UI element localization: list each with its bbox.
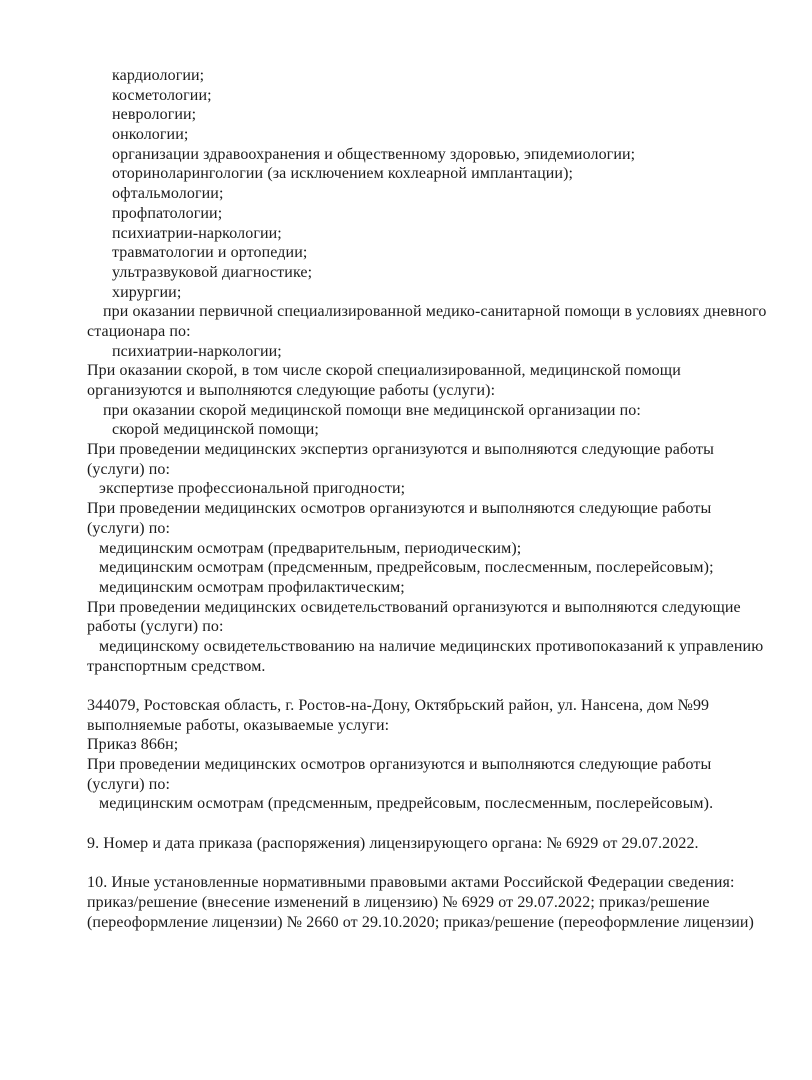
text-line: медицинским осмотрам (предварительным, периодическим); [99,539,522,557]
text-line: стационара по: [87,322,191,340]
text-line: хирургии; [112,283,182,301]
text-line: экспертизе профессиональной пригодности; [99,480,406,498]
text-line: при оказании скорой медицинской помощи вне медицинской организации по: [103,401,641,419]
text-line: офтальмологии; [112,185,224,203]
text-line: При проведении медицинских освидетельствований организуются и выполняются следующие [87,598,741,616]
text-line: 10. Иные установленные нормативными правовыми актами Российской Федерации сведения: [87,874,735,892]
text-line: 344079, Ростовская область, г. Ростов-на-Дону, Октябрьский район, ул. Нансена, дом №99 [87,697,710,714]
text-line: При проведении медицинских осмотров организуются и выполняются следующие работы [87,500,712,518]
text-line: кардиологии; [112,67,205,84]
text-line: работы (услуги) по: [87,618,224,636]
text-line: травматологии и ортопедии; [112,244,308,262]
text-line: организуются и выполняются следующие работы (услуги): [87,382,496,399]
blank-line [87,814,792,834]
text-line: (услуги) по: [87,775,171,793]
text-line: (услуги) по: [87,519,171,537]
text-line: медицинским осмотрам профилактическим; [99,578,405,596]
text-line: профпатологии; [112,204,223,222]
text-line: При проведении медицинских экспертиз организуются и выполняются следующие работы [87,441,714,459]
text-line: 9. Номер и дата приказа (распоряжения) лицензирующего органа: № 6929 от 29.07.2022. [87,834,699,852]
blank-line [87,854,792,874]
text-line: психиатрии-наркологии; [112,224,282,242]
text-line: организации здравоохранения и общественному здоровью, эпидемиологии; [112,145,636,163]
text-line: транспортным средством. [87,657,266,675]
blank-line [87,676,792,696]
text-line: приказ/решение (внесение изменений в лицензию) № 6929 от 29.07.2022; приказ/решение [87,893,710,911]
text-line: оториноларингологии (за исключением кохлеарной имплантации); [112,165,574,183]
text-line: выполняемые работы, оказываемые услуги: [87,716,390,734]
text-line: медицинским осмотрам (предсменным, предрейсовым, послесменным, послерейсовым). [99,795,714,813]
text-line: психиатрии-наркологии; [112,342,282,360]
text-line: скорой медицинской помощи; [112,421,319,439]
text-line: неврологии; [112,106,197,124]
text-line: ультразвуковой диагностике; [112,263,313,281]
text-line: Приказ 866н; [87,736,179,754]
text-line: медицинским осмотрам (предсменным, предрейсовым, послесменным, послерейсовым); [99,559,714,577]
text-line: онкологии; [112,126,189,144]
text-line: медицинскому освидетельствованию на наличие медицинских противопоказаний к управлению [99,637,764,655]
text-line: при оказании первичной специализированной медико-санитарной помощи в условиях дневного [103,303,767,321]
text-line: (переоформление лицензии) № 2660 от 29.10.2020; приказ/решение (переоформление лицензии) [87,913,754,931]
text-line: (услуги) по: [87,460,171,478]
text-line: косметологии; [112,86,212,104]
text-line: При оказании скорой, в том числе скорой специализированной, медицинской помощи [87,362,681,380]
text-line: При проведении медицинских осмотров организуются и выполняются следующие работы [87,756,712,774]
document-text [87,66,792,932]
